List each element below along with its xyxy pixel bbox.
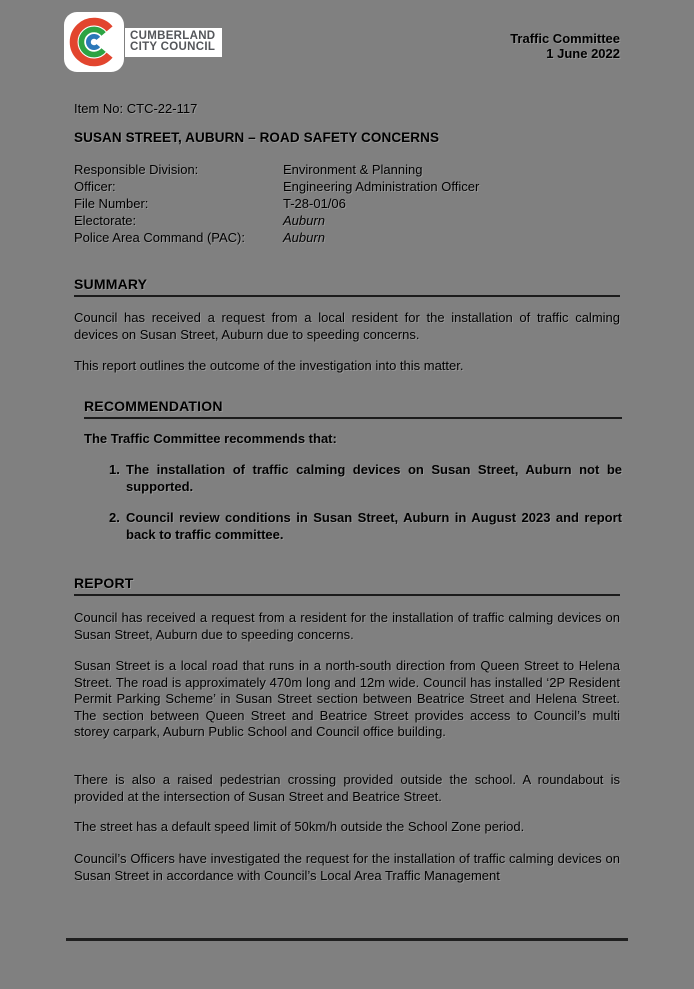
meta-label: Responsible Division: <box>74 162 199 177</box>
report-heading: REPORT <box>74 575 620 596</box>
meta-value: Engineering Administration Officer <box>283 179 480 194</box>
meta-value: T-28-01/06 <box>283 196 346 211</box>
document-header <box>510 31 620 61</box>
meta-value: Auburn <box>283 213 325 228</box>
summary-heading: SUMMARY <box>74 276 620 297</box>
item-number: Item No: CTC-22-117 <box>74 101 198 116</box>
council-logo-icon <box>64 12 124 72</box>
meta-row-responsible-division <box>74 161 620 178</box>
meta-row-electorate <box>74 212 620 229</box>
report-paragraph: Council’s Officers have investigated the request for the installation of traffic calming devices on Susan Street in accordance with Council’s Local Area Traffic Management <box>74 851 620 883</box>
meta-row-file-number <box>74 195 620 212</box>
meta-label: File Number: <box>74 196 149 211</box>
list-number: 2. <box>109 510 120 525</box>
meeting-date: 1 June 2022 <box>546 46 620 61</box>
meta-label: Electorate: <box>74 213 137 228</box>
meta-row-police-area-command <box>74 229 620 246</box>
report-paragraph: There is also a raised pedestrian crossing provided outside the school. A roundabout is provided at the intersection of Susan Street and Beatrice Street. <box>74 772 620 804</box>
recommendation-item <box>109 510 622 543</box>
meta-label: Police Area Command (PAC): <box>74 230 245 245</box>
list-text: The installation of traffic calming devices on Susan Street, Auburn not be supported. <box>126 462 622 494</box>
list-number: 1. <box>109 462 120 477</box>
list-text: Council review conditions in Susan Street, Auburn in August 2023 and report back to traffic committee. <box>126 510 622 542</box>
recommendation-item <box>109 462 622 495</box>
logo-line-2: CITY COUNCIL <box>130 41 216 53</box>
report-paragraph: Council has received a request from a resident for the installation of traffic calming devices on Susan Street, Auburn due to speeding concerns. <box>74 610 620 642</box>
meta-label: Officer: <box>74 179 116 194</box>
meta-value: Auburn <box>283 230 325 245</box>
summary-paragraph: Council has received a request from a local resident for the installation of traffic calming devices on Susan Street, Auburn due to speeding concerns. <box>74 310 620 342</box>
recommendation-heading: RECOMMENDATION <box>84 398 622 419</box>
recommendation-intro: The Traffic Committee recommends that: <box>84 431 337 446</box>
meta-row-officer <box>74 178 620 195</box>
council-logo-text <box>125 28 222 57</box>
report-title: SUSAN STREET, AUBURN – ROAD SAFETY CONCERNS <box>74 130 440 145</box>
council-logo <box>64 12 222 72</box>
meta-value: Environment & Planning <box>283 162 423 177</box>
page-footer-rule <box>66 938 628 941</box>
report-paragraph: Susan Street is a local road that runs in a north-south direction from Queen Street to Helena Street. The road is approximately 470m long and 12m wide. Council has installed ‘2P Resident Permit Parking Scheme’ in Susan Street section between Beatrice Street and Helena Street. The section between Queen Street and Beatrice Street provides access to Council’s multi storey carpark, Auburn Public School and Council office building. <box>74 658 620 739</box>
meta-table <box>74 161 620 246</box>
committee-name: Traffic Committee <box>510 31 620 46</box>
summary-paragraph: This report outlines the outcome of the investigation into this matter. <box>74 358 464 373</box>
logo-line-1: CUMBERLAND <box>130 29 216 42</box>
report-paragraph: The street has a default speed limit of 50km/h outside the School Zone period. <box>74 819 525 834</box>
